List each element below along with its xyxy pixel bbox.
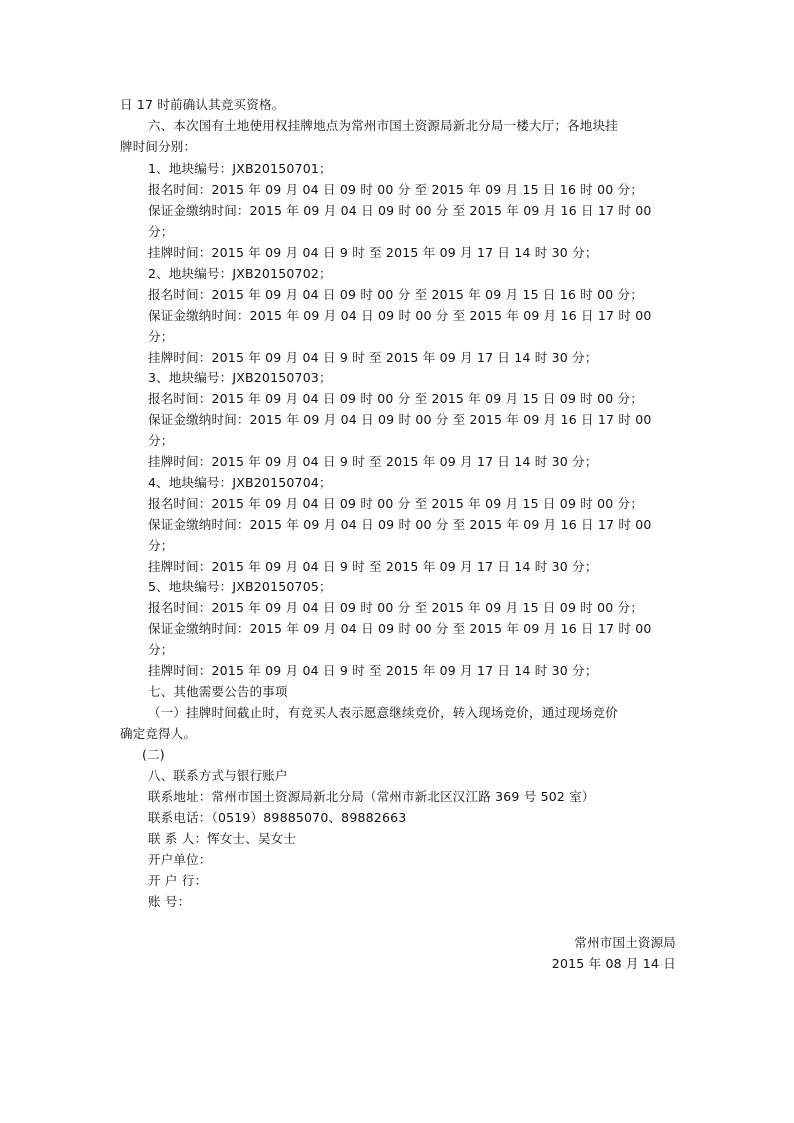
parcel-1-deposit: 保证金缴纳时间：2015 年 09 月 04 日 09 时 00 分 至 2015 年 09 月 16 日 17 时 00 bbox=[148, 203, 652, 218]
parcel-2-deposit: 保证金缴纳时间：2015 年 09 月 04 日 09 时 00 分 至 2015 年 09 月 16 日 17 时 00 bbox=[148, 308, 652, 323]
section7-heading: 七、其他需要公告的事项 bbox=[148, 684, 288, 699]
section8-heading: 八、联系方式与银行账户 bbox=[148, 768, 288, 783]
parcel-4-listing: 挂牌时间：2015 年 09 月 04 日 9 时 至 2015 年 09 月 17 日 14 时 30 分； bbox=[148, 559, 598, 574]
parcel-5-deposit-tail: 分； bbox=[148, 642, 174, 657]
bank-account: 账 号： bbox=[148, 894, 191, 909]
section7-item1-line2: 确定竞得人。 bbox=[120, 726, 197, 741]
parcel-1-id: 1、地块编号：JXB20150701； bbox=[148, 161, 332, 176]
parcel-3-deposit: 保证金缴纳时间：2015 年 09 月 04 日 09 时 00 分 至 2015 年 09 月 16 日 17 时 00 bbox=[148, 412, 652, 427]
parcel-3-listing: 挂牌时间：2015 年 09 月 04 日 9 时 至 2015 年 09 月 17 日 14 时 30 分； bbox=[148, 454, 598, 469]
parcel-1-deposit-tail: 分； bbox=[148, 224, 174, 239]
parcel-1-listing: 挂牌时间：2015 年 09 月 04 日 9 时 至 2015 年 09 月 17 日 14 时 30 分； bbox=[148, 245, 598, 260]
parcel-3-deposit-tail: 分； bbox=[148, 433, 174, 448]
bank-name: 开 户 行： bbox=[148, 873, 208, 888]
parcel-2-id: 2、地块编号：JXB20150702； bbox=[148, 266, 332, 281]
parcel-5-listing: 挂牌时间：2015 年 09 月 04 日 9 时 至 2015 年 09 月 17 日 14 时 30 分； bbox=[148, 663, 598, 678]
section7-item2: (二) bbox=[142, 747, 165, 762]
parcel-2-listing: 挂牌时间：2015 年 09 月 04 日 9 时 至 2015 年 09 月 17 日 14 时 30 分； bbox=[148, 350, 598, 365]
parcel-1-registration: 报名时间：2015 年 09 月 04 日 09 时 00 分 至 2015 年 09 月 15 日 16 时 00 分； bbox=[148, 182, 644, 197]
contact-phone: 联系电话：（0519）89885070、89882663 bbox=[148, 810, 407, 825]
parcel-5-registration: 报名时间：2015 年 09 月 04 日 09 时 00 分 至 2015 年 09 月 15 日 09 时 00 分； bbox=[148, 600, 644, 615]
signature-date: 2015 年 08 月 14 日 bbox=[551, 956, 676, 971]
signature-org: 常州市国土资源局 bbox=[574, 935, 676, 950]
section7-item1-line1: （一）挂牌时间截止时，有竞买人表示愿意继续竞价，转入现场竞价，通过现场竞价 bbox=[148, 705, 618, 720]
parcel-2-registration: 报名时间：2015 年 09 月 04 日 09 时 00 分 至 2015 年 09 月 15 日 16 时 00 分； bbox=[148, 287, 644, 302]
section6-heading-line1: 六、本次国有土地使用权挂牌地点为常州市国土资源局新北分局一楼大厅；各地块挂 bbox=[148, 118, 618, 133]
parcel-5-id: 5、地块编号：JXB20150705； bbox=[148, 579, 332, 594]
parcel-2-deposit-tail: 分； bbox=[148, 329, 174, 344]
section6-heading-line2: 牌时间分别： bbox=[120, 139, 197, 154]
contact-address: 联系地址：常州市国土资源局新北分局（常州市新北区汉江路 369 号 502 室） bbox=[148, 789, 595, 804]
parcel-4-deposit-tail: 分； bbox=[148, 538, 174, 553]
parcel-4-deposit: 保证金缴纳时间：2015 年 09 月 04 日 09 时 00 分 至 2015 年 09 月 16 日 17 时 00 bbox=[148, 517, 652, 532]
parcel-5-deposit: 保证金缴纳时间：2015 年 09 月 04 日 09 时 00 分 至 2015 年 09 月 16 日 17 时 00 bbox=[148, 621, 652, 636]
contact-person: 联 系 人：恽女士、吴女士 bbox=[148, 831, 297, 846]
parcel-4-id: 4、地块编号：JXB20150704； bbox=[148, 475, 332, 490]
intro-tail-line: 日 17 时前确认其竞买资格。 bbox=[120, 97, 285, 112]
parcel-3-id: 3、地块编号：JXB20150703； bbox=[148, 370, 332, 385]
parcel-3-registration: 报名时间：2015 年 09 月 04 日 09 时 00 分 至 2015 年 09 月 15 日 09 时 00 分； bbox=[148, 391, 644, 406]
bank-unit: 开户单位： bbox=[148, 852, 212, 867]
parcel-4-registration: 报名时间：2015 年 09 月 04 日 09 时 00 分 至 2015 年 09 月 15 日 09 时 00 分； bbox=[148, 496, 644, 511]
